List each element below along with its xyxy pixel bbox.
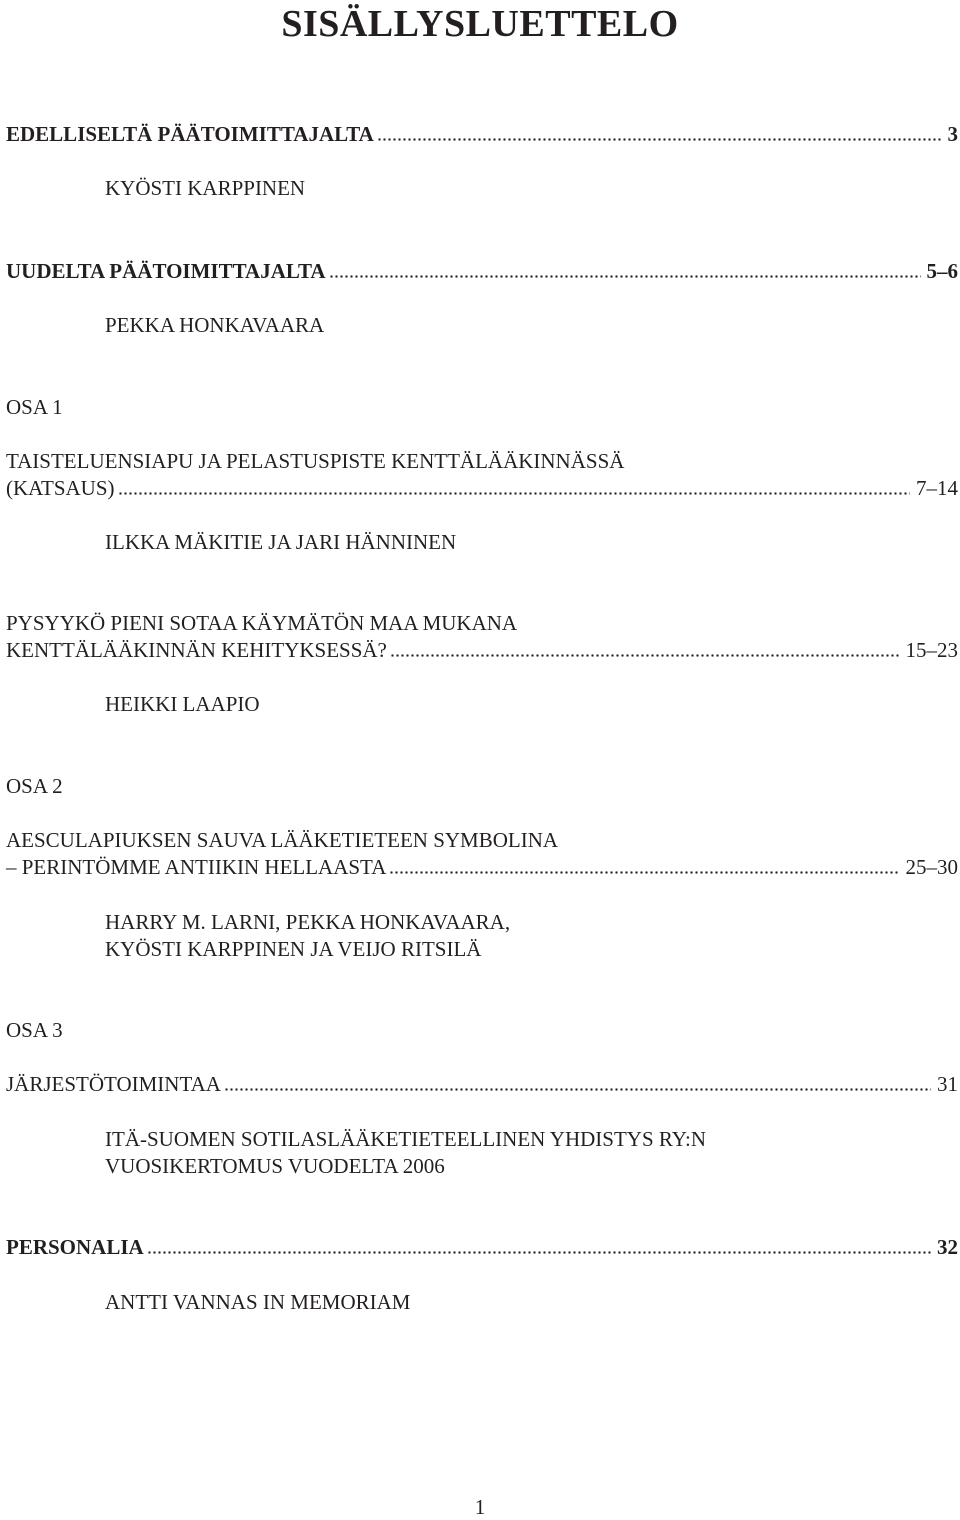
toc-entry-page: 32	[937, 1235, 958, 1259]
toc-entry-title: – PERINTÖMME ANTIIKIN HELLAASTA	[6, 855, 387, 879]
dot-leader	[224, 1088, 931, 1091]
page-number: 1	[474, 1495, 486, 1519]
toc-entry-author: VUOSIKERTOMUS VUODELTA 2006	[105, 1154, 445, 1178]
toc-entry-author: PEKKA HONKAVAARA	[105, 313, 325, 337]
dot-leader	[329, 275, 921, 278]
toc-entry-title: (KATSAUS)	[6, 476, 115, 500]
section-heading: OSA 3	[6, 1018, 63, 1042]
toc-entry	[6, 1233, 958, 1261]
toc-entry-title-line: TAISTELUENSIAPU JA PELASTUSPISTE KENTTÄLÄÄKINNÄSSÄ	[6, 449, 625, 473]
toc-entry	[6, 474, 958, 502]
section-heading: OSA 2	[6, 774, 63, 798]
toc-entry	[6, 257, 958, 285]
toc-entry-author: KYÖSTI KARPPINEN JA VEIJO RITSILÄ	[105, 937, 482, 961]
toc-entry	[6, 120, 958, 148]
section-heading: OSA 1	[6, 395, 63, 419]
toc-entry-page: 25–30	[905, 855, 958, 879]
toc-entry-title: JÄRJESTÖTOIMINTAA	[6, 1072, 221, 1096]
page-title: SISÄLLYSLUETTELO	[281, 3, 679, 45]
dot-leader	[118, 492, 910, 495]
dot-leader	[377, 138, 942, 141]
toc-entry-title: PERSONALIA	[6, 1235, 144, 1259]
toc-entry	[6, 636, 958, 664]
toc-entry-title: EDELLISELTÄ PÄÄTOIMITTAJALTA	[6, 122, 374, 146]
toc-entry-author: ANTTI VANNAS IN MEMORIAM	[105, 1290, 411, 1314]
toc-entry-author: ILKKA MÄKITIE JA JARI HÄNNINEN	[105, 530, 457, 554]
toc-entry-page: 3	[947, 122, 958, 146]
toc-entry-author: HARRY M. LARNI, PEKKA HONKAVAARA,	[105, 910, 511, 934]
toc-entry-author: HEIKKI LAAPIO	[105, 692, 260, 716]
dot-leader	[147, 1251, 931, 1254]
toc-entry-page: 7–14	[916, 476, 958, 500]
toc-entry-page: 5–6	[926, 259, 958, 283]
toc-entry	[6, 1070, 958, 1098]
dot-leader	[389, 871, 899, 874]
toc-entry-title: KENTTÄLÄÄKINNÄN KEHITYKSESSÄ?	[6, 638, 387, 662]
dot-leader	[390, 654, 900, 657]
toc-entry-page: 31	[937, 1072, 958, 1096]
toc-entry-title: UUDELTA PÄÄTOIMITTAJALTA	[6, 259, 326, 283]
toc-entry	[6, 853, 958, 881]
toc-entry-author: ITÄ-SUOMEN SOTILASLÄÄKETIETEELLINEN YHDISTYS RY:N	[105, 1127, 706, 1151]
toc-entry-author: KYÖSTI KARPPINEN	[105, 176, 306, 200]
toc-entry-page: 15–23	[905, 638, 958, 662]
toc-entry-title-line: PYSYYKÖ PIENI SOTAA KÄYMÄTÖN MAA MUKANA	[6, 611, 518, 635]
toc-entry-title-line: AESCULAPIUKSEN SAUVA LÄÄKETIETEEN SYMBOLINA	[6, 828, 559, 852]
